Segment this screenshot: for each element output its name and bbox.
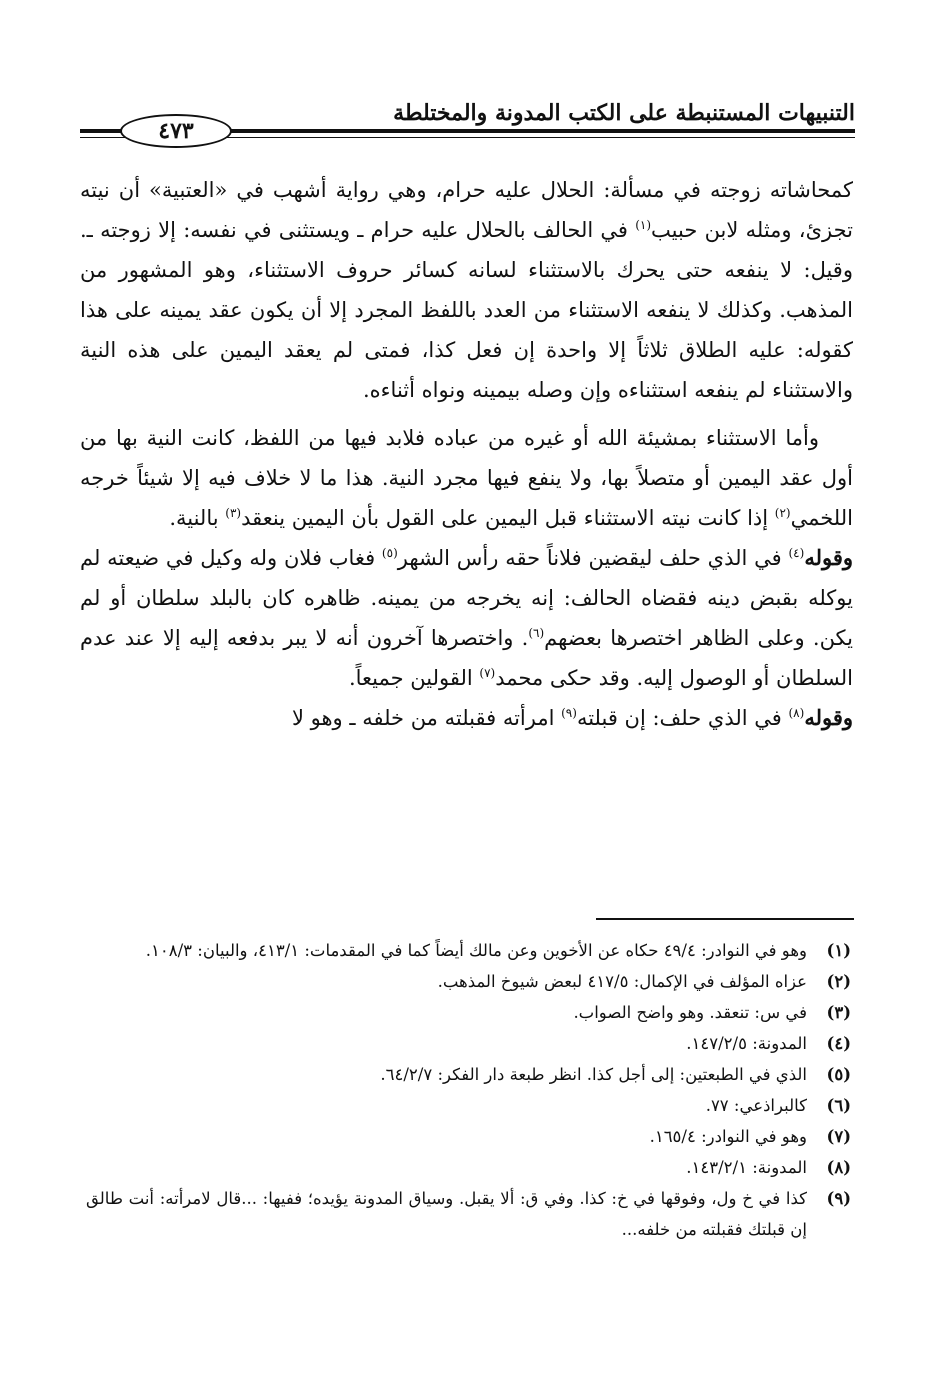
main-text: [80, 170, 853, 738]
page-number: ٤٧٣: [120, 114, 232, 148]
footnote-number: (٨): [826, 1158, 851, 1177]
footnote: [86, 1059, 851, 1090]
footnotes: [86, 935, 851, 1245]
footnote-text: الذي في الطبعتين: إلى أجل كذا. انظر طبعة دار الفكر: ٦٤/٢/٧.: [380, 1065, 807, 1084]
footnote-number: (٥): [826, 1065, 851, 1084]
footnote-ref[interactable]: (٥): [381, 546, 398, 560]
footnote-text: المدونة: ١٤٧/٢/٥.: [686, 1034, 807, 1053]
footnote-ref[interactable]: (٧): [479, 666, 496, 680]
footnote-text: كذا في خ ول، وفوقها في خ: كذا. وفي ق: ألا يقبل. وسياق المدونة يؤيده؛ ففيها: ...قال لامرأته: أنت طالق إن قبلتك فقبلته من خلفه...: [86, 1189, 807, 1239]
footnote-number: (٩): [826, 1189, 851, 1208]
footnote-text: المدونة: ١٤٣/٢/١.: [686, 1158, 807, 1177]
footnote: [86, 997, 851, 1028]
footnote-text: في س: تنعقد. وهو واضح الصواب.: [573, 1003, 807, 1022]
footnote-text: كالبراذعي: ٧٧.: [705, 1096, 807, 1115]
footnote-number: (١): [826, 941, 851, 960]
footnote-number: (٤): [826, 1034, 851, 1053]
footnote-number: (٦): [826, 1096, 851, 1115]
footnote: [86, 1152, 851, 1183]
footnote-ref[interactable]: (٩): [561, 706, 577, 720]
footnote-text: وهو في النوادر: ١٦٥/٤.: [649, 1127, 807, 1146]
footnote-ref[interactable]: (١): [635, 218, 652, 232]
footnote: [86, 1028, 851, 1059]
footnote-text: وهو في النوادر: ٤٩/٤ حكاه عن الأخوين وعن مالك أيضاً كما في المقدمات: ٤١٣/١، والبيان: ١٠٨/٣.: [145, 941, 807, 960]
paragraph-4: وقوله$^{(٨)}$ في الذي حلف: إن قبلته$^{(٩)}$ امرأته فقبلته من خلفه ـ وهو لا: [291, 705, 853, 730]
footnote-text: عزاه المؤلف في الإكمال: ٤١٧/٥ لبعض شيوخ المذهب.: [437, 972, 807, 991]
footnote-ref[interactable]: (٢): [774, 506, 791, 520]
footnote: [86, 966, 851, 997]
footnote-ref[interactable]: (٨): [788, 706, 805, 720]
lead-phrase: وقوله: [804, 705, 853, 730]
page-header: [80, 92, 855, 150]
footnote-ref[interactable]: (٣): [225, 506, 242, 520]
footnote: [86, 1090, 851, 1121]
footnote-separator: [596, 918, 854, 920]
running-title: التنبيهات المستنبطة على الكتب المدونة والمختلطة: [393, 100, 855, 126]
footnote-number: (٢): [826, 972, 851, 991]
lead-phrase: وقوله: [804, 545, 853, 570]
paragraph-1: كمحاشاته زوجته في مسألة: الحلال عليه حرام، وهي رواية أشهب في «العتبية» أن نيته تجزئ، ومثله لابن حبيب$^{(١)}$ في الحالف بالحلال عليه حرام ـ ويستثنى في نفسه: إلا زوجته ـ. وقيل: لا ينفعه حتى يحرك بالاستثناء لسانه كسائر حروف الاستثناء، وهو المشهور من المذهب. وكذلك لا ينفعه الاستثناء من العدد باللفظ المجرد إلا أن يكون عقد يمينه على هذا كقوله: عليه الطلاق ثلاثاً إلا واحدة إن فعل كذا، فمتى لم يعقد اليمين على هذه النية والاستثناء لم ينفعه استثناءه وإن وصله بيمينه ونواه أثناءه.: [80, 178, 853, 402]
footnote-ref[interactable]: (٦): [528, 626, 545, 640]
footnote-number: (٣): [826, 1003, 851, 1022]
footnote-ref[interactable]: (٤): [788, 546, 805, 560]
paragraph-2: وأما الاستثناء بمشيئة الله أو غيره من عباده فلابد فيها من اللفظ، كانت النية بها من أول عقد اليمين أو متصلاً بها، ولا ينفع فيها مجرد النية. هذا ما لا خلاف فيه إلا شيئاً خرجه اللخمي$^{(٢)}$ إذا كانت نيته الاستثناء قبل اليمين على القول بأن اليمين ينعقد$^{(٣)}$ بالنية.: [80, 426, 853, 530]
paragraph-3: وقوله$^{(٤)}$ في الذي حلف ليقضين فلاناً حقه رأس الشهر$^{(٥)}$ فغاب فلان وله وكيل في ضيعته لم يوكله بقبض دينه فقضاه الحالف: إنه يخرجه من يمينه. ظاهره كان بالبلد سلطان أو لم يكن. وعلى الظاهر اختصرها بعضهم$^{(٦)}$. واختصرها آخرون أنه لا يبر بدفعه إليه إلا عند عدم السلطان أو الوصول إليه. وقد حكى محمد$^{(٧)}$ القولين جميعاً.: [80, 545, 853, 690]
footnote: [86, 1183, 851, 1245]
footnote: [86, 1121, 851, 1152]
footnote: [86, 935, 851, 966]
footnote-number: (٧): [826, 1127, 851, 1146]
